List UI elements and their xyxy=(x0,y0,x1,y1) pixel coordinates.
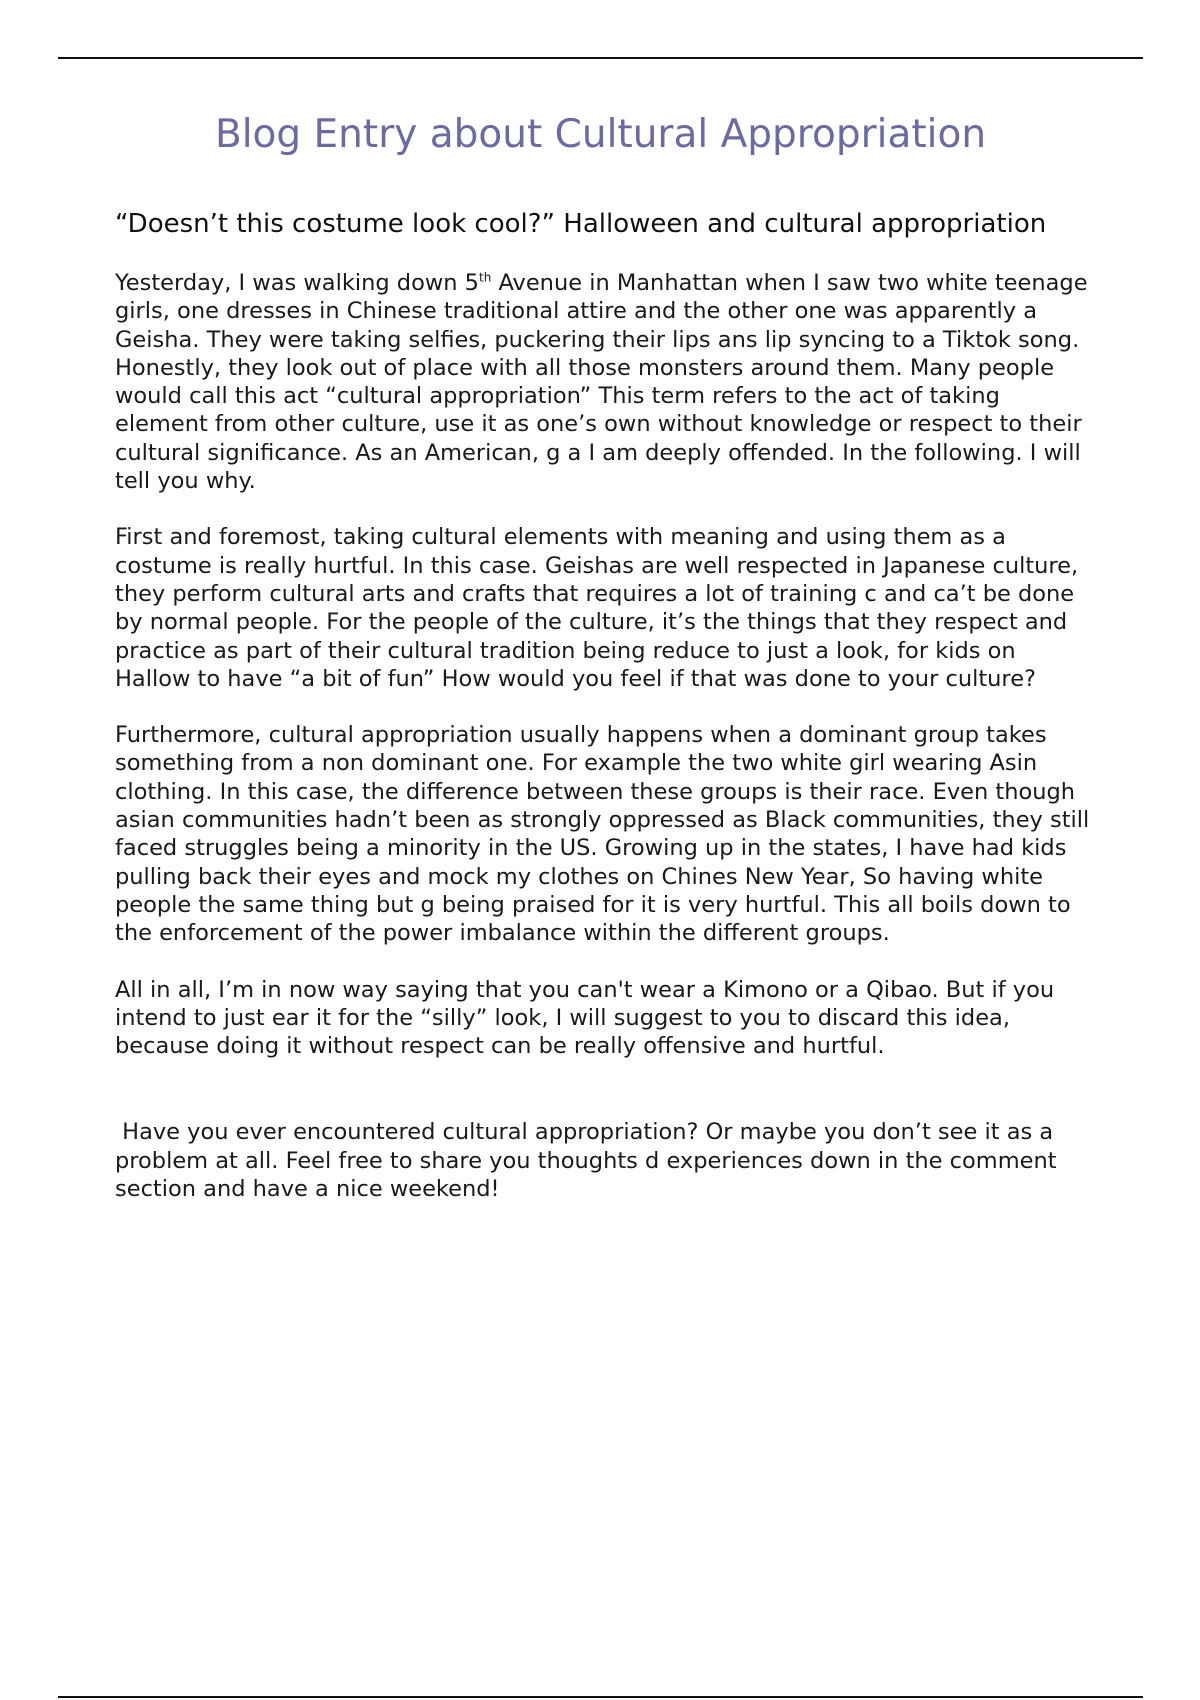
intro-text-start: Yesterday, I was walking down 5 xyxy=(115,270,479,296)
page-title: Blog Entry about Cultural Appropriation xyxy=(214,112,987,157)
blog-subtitle: “Doesn’t this costume look cool?” Halloween and cultural appropriation xyxy=(115,209,1047,239)
blog-body xyxy=(115,208,1090,1231)
body-paragraph-2: Furthermore, cultural appropriation usually happens when a dominant group takes something from a non dominant one. For example the two white girl wearing Asin clothing. In this case, the difference between these groups is their race. Even though asian communities hadn’t been as strongly oppressed as Black communities, they still faced struggles being a minority in the US. Growing up in the states, I have had kids pulling back their eyes and mock my clothes on Chines New Year, So having white people the same thing but g being praised for it is very hurtful. This all boils down to the enforcement of the power imbalance within the different groups. xyxy=(115,722,1090,947)
ordinal-suffix: th xyxy=(478,270,492,285)
bottom-divider xyxy=(58,1696,1143,1698)
body-paragraph-3: All in all, I’m in now way saying that you can't wear a Kimono or a Qibao. But if you intend to just ear it for the “silly” look, I will suggest to you to discard this idea, because doing it without respect can be really offensive and hurtful. xyxy=(115,976,1055,1060)
top-divider xyxy=(58,57,1143,59)
intro-text-rest: Avenue in Manhattan when I saw two white teenage girls, one dresses in Chinese traditional attire and the other one was apparently a Geisha. They were taking selfies, puckering their lips ans lip syncing to a Tiktok song. Honestly, they look out of place with all those monsters around them. Many people would call this act “cultural appropriation” This term refers to the act of taking element from other culture, use it as one’s own without knowledge or respect to their cultural significance. As an American, g a I am deeply offended. In the following. I will tell you why. xyxy=(115,270,1088,495)
body-paragraph-1: First and foremost, taking cultural elements with meaning and using them as a costume is really hurtful. In this case. Geishas are well respected in Japanese culture, they perform cultural arts and crafts that requires a lot of training c and ca’t be done by normal people. For the people of the culture, it’s the things that they respect and practice as part of their cultural tradition being reduce to just a look, for kids on Hallow to have “a bit of fun” How would you feel if that was done to your culture? xyxy=(115,524,1079,692)
intro-paragraph xyxy=(115,269,1090,495)
closing-paragraph: Have you ever encountered cultural appropriation? Or maybe you don’t see it as a problem at all. Feel free to share you thoughts d experiences down in the comment section and have a nice weekend! xyxy=(115,1119,1064,1203)
